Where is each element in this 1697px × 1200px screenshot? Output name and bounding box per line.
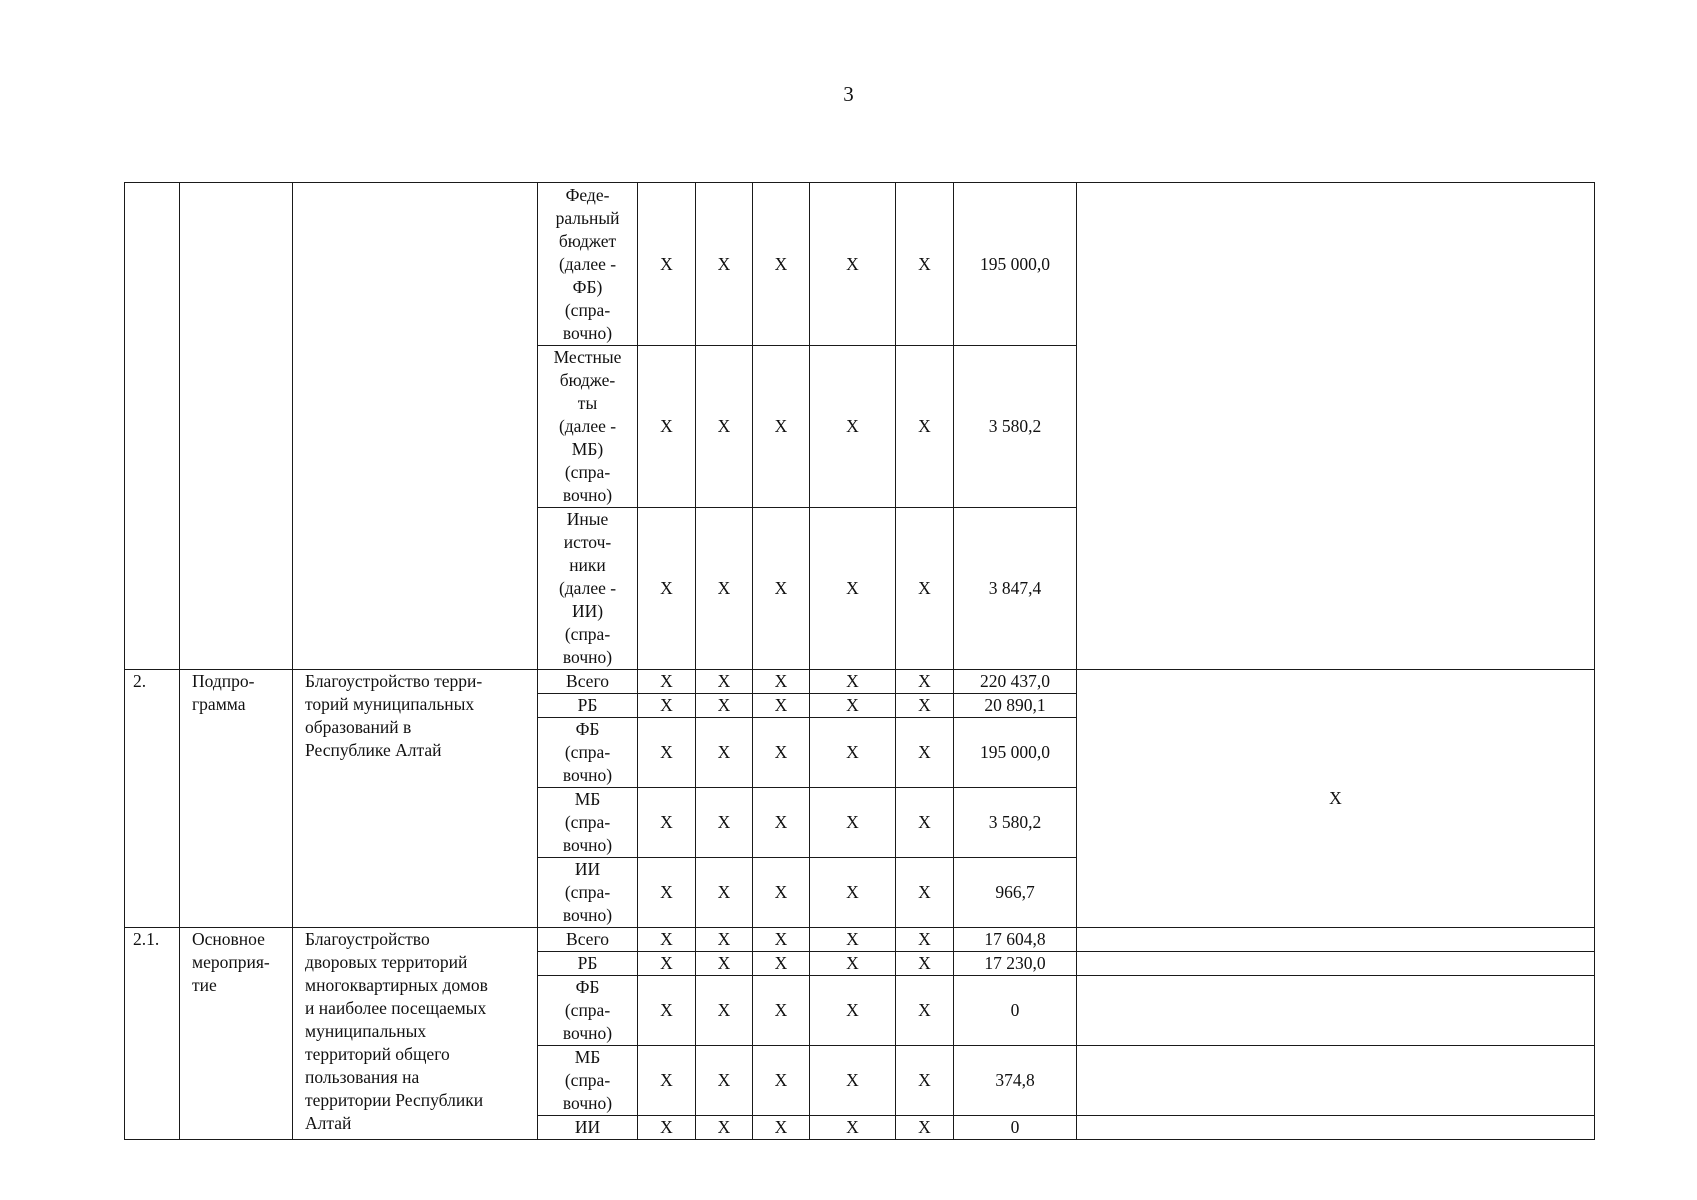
number-cell [125, 183, 180, 670]
total-value: 0 [954, 1116, 1077, 1140]
total-value: 20 890,1 [954, 694, 1077, 718]
cross-mark: X [753, 670, 810, 694]
source-label-line: вочно) [562, 905, 613, 925]
cross-mark: X [810, 788, 896, 858]
total-value: 17 230,0 [954, 952, 1077, 976]
source-label-line: бюджет [558, 230, 617, 251]
name-cell [293, 183, 538, 670]
budget-table [124, 182, 1595, 1140]
source-label [538, 670, 638, 694]
cross-mark: X [810, 976, 896, 1046]
cross-mark: X [753, 508, 810, 670]
cross-mark: X [638, 1046, 696, 1116]
source-label [538, 952, 638, 976]
cross-mark: X [638, 670, 696, 694]
cross-mark: X [696, 1116, 753, 1140]
right-cell [1077, 928, 1595, 952]
source-label-line: (спра- [564, 462, 611, 482]
cross-mark: X [896, 670, 954, 694]
source-label-line: Феде- [565, 184, 610, 205]
cross-mark: X [810, 508, 896, 670]
cross-mark: X [810, 1046, 896, 1116]
source-label [538, 1046, 638, 1116]
table-row [125, 928, 1595, 952]
cross-mark: X [638, 694, 696, 718]
cross-mark: X [696, 788, 753, 858]
source-label-line: источ- [563, 532, 612, 552]
source-label-line: ральный [555, 207, 620, 228]
cross-mark: X [896, 1046, 954, 1116]
right-cell [1077, 1116, 1595, 1140]
cross-mark: X [753, 952, 810, 976]
row-name [293, 928, 538, 1140]
total-value: 195 000,0 [954, 718, 1077, 788]
row-type-line: мероприя- [192, 952, 270, 972]
cross-mark: X [638, 952, 696, 976]
row-type-line: Подпро- [192, 671, 255, 691]
source-label-line: вочно) [562, 647, 613, 667]
row-name-line: Республике Алтай [305, 740, 442, 760]
source-label-line: ФБ [575, 719, 600, 739]
total-value: 3 580,2 [954, 346, 1077, 508]
cross-mark: X [638, 858, 696, 928]
source-label [538, 928, 638, 952]
right-cell [1077, 976, 1595, 1046]
right-cell: X [1077, 670, 1595, 928]
source-label-line: вочно) [562, 765, 613, 785]
cross-mark: X [638, 183, 696, 346]
source-label-line: МБ [574, 789, 601, 809]
cross-mark: X [753, 1046, 810, 1116]
cross-mark: X [753, 183, 810, 346]
row-name-line: многоквартирных домов [305, 975, 488, 995]
table-row [125, 670, 1595, 694]
cross-mark: X [896, 928, 954, 952]
row-type-line: грамма [192, 694, 246, 714]
type-cell [180, 183, 293, 670]
source-label-line: вочно) [562, 1093, 613, 1113]
cross-mark: X [753, 928, 810, 952]
source-label [538, 508, 638, 670]
row-name-line: территории Республики [305, 1090, 484, 1110]
cross-mark: X [810, 183, 896, 346]
source-label-line: (спра- [564, 882, 611, 902]
total-value: 220 437,0 [954, 670, 1077, 694]
cross-mark: X [810, 952, 896, 976]
source-label-line: (спра- [564, 742, 611, 762]
cross-mark: X [696, 346, 753, 508]
source-label-line: (далее - [558, 578, 617, 598]
cross-mark: X [696, 670, 753, 694]
cross-mark: X [638, 508, 696, 670]
source-label [538, 788, 638, 858]
cross-mark: X [753, 1116, 810, 1140]
source-label-line: МБ [574, 1047, 601, 1067]
row-name-line: торий муниципальных [305, 694, 475, 714]
source-label-line: (спра- [564, 299, 611, 320]
cross-mark: X [638, 1116, 696, 1140]
total-value: 966,7 [954, 858, 1077, 928]
cross-mark: X [810, 858, 896, 928]
cross-mark: X [638, 976, 696, 1046]
source-label-line: (далее - [558, 416, 617, 436]
source-label [538, 346, 638, 508]
cross-mark: X [896, 694, 954, 718]
row-type-line: Основное [192, 929, 265, 949]
cross-mark: X [638, 928, 696, 952]
cross-mark: X [896, 346, 954, 508]
source-label-line: ФБ) [572, 276, 603, 297]
cross-mark: X [810, 718, 896, 788]
row-name-line: образований в [305, 717, 412, 737]
cross-mark: X [753, 694, 810, 718]
source-label-line: ИИ) [571, 601, 604, 621]
row-type-line: тие [192, 975, 217, 995]
source-label [538, 694, 638, 718]
cross-mark: X [696, 952, 753, 976]
cross-mark: X [810, 1116, 896, 1140]
row-number: 2. [125, 670, 180, 928]
total-value: 3 847,4 [954, 508, 1077, 670]
cross-mark: X [810, 346, 896, 508]
cross-mark: X [696, 718, 753, 788]
source-label-line: (спра- [564, 1000, 611, 1020]
cross-mark: X [753, 346, 810, 508]
row-name-line: и наиболее посещаемых [305, 998, 487, 1018]
cross-mark: X [696, 928, 753, 952]
source-label-line: МБ) [571, 439, 604, 459]
cross-mark: X [638, 346, 696, 508]
total-value: 195 000,0 [954, 183, 1077, 346]
source-label-line: ты [577, 393, 598, 413]
row-name-line: территорий общего [305, 1044, 450, 1064]
source-label-line: ИИ [574, 859, 601, 879]
total-value: 374,8 [954, 1046, 1077, 1116]
right-cell [1077, 1046, 1595, 1116]
row-name-line: муниципальных [305, 1021, 427, 1041]
source-label [538, 718, 638, 788]
source-label-line: вочно) [562, 322, 613, 343]
right-cell [1077, 183, 1595, 670]
source-label-line: РБ [577, 953, 598, 973]
source-label-line: РБ [577, 695, 598, 715]
row-name-line: Алтай [305, 1113, 352, 1133]
source-label [538, 976, 638, 1046]
cross-mark: X [753, 788, 810, 858]
cross-mark: X [896, 718, 954, 788]
total-value: 17 604,8 [954, 928, 1077, 952]
table-row [125, 183, 1595, 346]
source-label-line: Местные [553, 347, 622, 367]
source-label-line: (спра- [564, 624, 611, 644]
source-label-line: Иные [566, 509, 609, 529]
row-name [293, 670, 538, 928]
source-label-line: ФБ [575, 977, 600, 997]
cross-mark: X [753, 858, 810, 928]
source-label-line: бюдже- [559, 370, 616, 390]
cross-mark: X [638, 788, 696, 858]
source-label [538, 1116, 638, 1140]
cross-mark: X [696, 858, 753, 928]
cross-mark: X [896, 976, 954, 1046]
total-value: 0 [954, 976, 1077, 1046]
row-number: 2.1. [125, 928, 180, 1140]
cross-mark: X [896, 952, 954, 976]
source-label-line: ники [569, 555, 606, 575]
source-label-line: (спра- [564, 812, 611, 832]
source-label-line: вочно) [562, 1023, 613, 1043]
page-number: 3 [843, 82, 854, 106]
source-label-line: (далее - [558, 253, 617, 274]
row-name-line: Благоустройство терри- [305, 671, 483, 691]
cross-mark: X [810, 670, 896, 694]
source-label-line: вочно) [562, 835, 613, 855]
total-value: 3 580,2 [954, 788, 1077, 858]
row-name-line: Благоустройство [305, 929, 430, 949]
cross-mark: X [896, 183, 954, 346]
row-type [180, 670, 293, 928]
cross-mark: X [753, 718, 810, 788]
source-label [538, 183, 638, 346]
cross-mark: X [696, 508, 753, 670]
cross-mark: X [696, 694, 753, 718]
cross-mark: X [896, 788, 954, 858]
row-type [180, 928, 293, 1140]
cross-mark: X [896, 1116, 954, 1140]
cross-mark: X [810, 694, 896, 718]
right-cell [1077, 952, 1595, 976]
cross-mark: X [896, 858, 954, 928]
cross-mark: X [753, 976, 810, 1046]
cross-mark: X [696, 976, 753, 1046]
row-name-line: пользования на [305, 1067, 420, 1087]
cross-mark: X [696, 1046, 753, 1116]
source-label-line: ИИ [574, 1117, 601, 1137]
source-label-line: (спра- [564, 1070, 611, 1090]
source-label-line: вочно) [562, 485, 613, 505]
cross-mark: X [638, 718, 696, 788]
cross-mark: X [696, 183, 753, 346]
row-name-line: дворовых территорий [305, 952, 468, 972]
source-label-line: Всего [566, 929, 609, 949]
source-label-line: Всего [566, 671, 609, 691]
source-label [538, 858, 638, 928]
cross-mark: X [810, 928, 896, 952]
cross-mark: X [896, 508, 954, 670]
